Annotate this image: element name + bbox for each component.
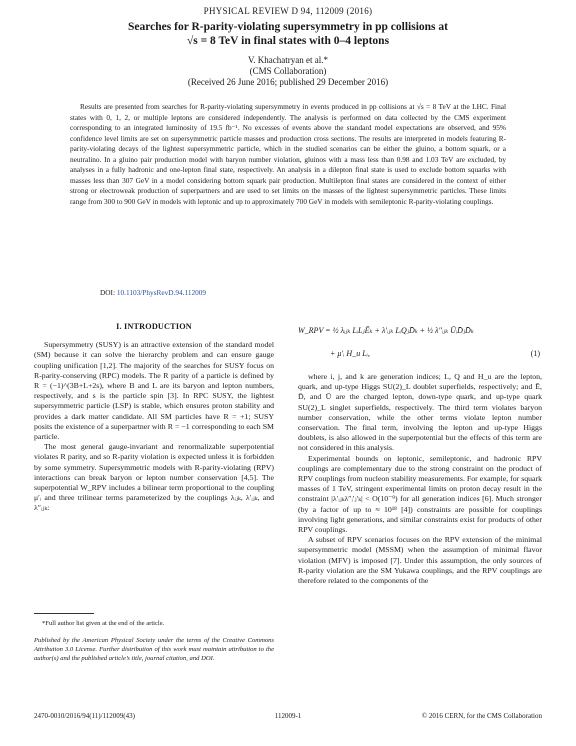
title-line-2: √s = 8 TeV in final states with 0–4 leptons (186, 35, 390, 47)
section-heading: I. INTRODUCTION (116, 322, 192, 331)
doi-link[interactable]: 10.1103/PhysRevD.94.112009 (116, 288, 207, 297)
abstract: Results are presented from searches for R-parity-violating supersymmetry in events produced in pp collisions at √s = 8 TeV at the LHC. Final states with 0, 1, 2, or multiple leptons are considered independently. The analysis is performed on data collected by the CMS experiment corresponding to an integrated luminosity of 19.5 fb⁻¹. No excesses of events above the standard model expectations are observed, and 95% confidence level limits are set on supersymmetric particle masses and production cross sections. The results are interpreted in models featuring R-parity-violating decays of the lightest supersymmetric particle, which in the studied scenarios can be either the gluino, a bottom squark, or a neutralino. In a gluino pair production model with baryon number violation, gluinos with a mass less than 0.98 and 1.03 TeV are excluded, by analyses in a fully hadronic and one-lepton final state, respectively. An analysis in a dilepton final state is used to exclude bottom squarks with masses less than 307 GeV in a model considering bottom squark pair production. Multilepton final states are considered in the context of either strong or electroweak production of superpartners and are used to set limits on the masses of the lightest supersymmetric particles. These limits range from 300 to 900 GeV in models with leptonic and up to approximately 700 GeV in models with semileptonic R-parity-violating couplings. (70, 102, 506, 206)
received-dates: (Received 26 June 2016; published 29 December 2016) (187, 77, 389, 87)
equation-line-1: W_RPV = ½ λᵢⱼₖ LᵢLⱼĒₖ + λ′ᵢⱼₖ LᵢQⱼD̄ₖ + ½ λ″ᵢⱼₖ ŪᵢD̄ⱼD̄ₖ (298, 326, 474, 335)
collaboration: (CMS Collaboration) (249, 66, 327, 76)
footer-page-number: 112009-1 (274, 712, 302, 720)
right-column (298, 322, 542, 586)
right-paragraph-3: A subset of RPV scenarios focuses on the RPV extension of the minimal supersymmetric model (MSSM) when the assumption of minimal flavor violation (MFV) is imposed [7]. Under this assumption, the only sources of R-parity violation are the SM Yukawa couplings, and the RPV couplings are therefore related to the components of the (298, 535, 542, 586)
left-column (34, 322, 274, 514)
author-block (0, 55, 576, 88)
article-title (60, 20, 516, 48)
equation-number: (1) (530, 349, 540, 358)
title-line-1: Searches for R-parity-violating supersymmetry in pp collisions at (128, 21, 448, 33)
right-paragraph-1: where i, j, and k are generation indices; L, Q and H_u are the lepton, quark, and up-type Higgs SU(2)_L doublet superfields, respectively; and Ē, D̄, and Ū are the charged lepton, down-type quark, and up-type quark SU(2)_L singlet superfields, respectively. The third term violates baryon number conservation, while the other terms violate lepton number conservation. The final term, involving the lepton and up-type Higgs doublets, is also allowed in the superpotential but the effects of this term are not considered in this analysis. (298, 372, 542, 453)
equation-1 (298, 322, 542, 366)
journal-header: PHYSICAL REVIEW D 94, 112009 (2016) (203, 6, 373, 16)
author-name: V. Khachatryan et al.* (247, 55, 329, 65)
footer-issn: 2470-0010/2016/94(11)/112009(43) (34, 712, 135, 720)
footer-copyright: © 2016 CERN, for the CMS Collaboration (421, 712, 542, 720)
right-paragraph-2: Experimental bounds on leptonic, semileptonic, and hadronic RPV couplings are complementary due to the strong constraint on the product of RPV couplings from nucleon stability measurements. For example, for squark masses of 1 TeV, stringent experimental limits on proton decay result in the constraint |λ′ᵢⱼₖλ″ᵢ′ⱼ′ₖ| < O(10⁻⁹) for all generation indices [6]. Much stronger (by a factor of up to ≈ 10¹⁸ [4]) constraints are possible for couplings involving light generations, and similar constraints exist for products of other RPV couplings. (298, 453, 542, 535)
intro-paragraph-1: Supersymmetry (SUSY) is an attractive extension of the standard model (SM) because it can solve the hierarchy problem and can ensure gauge coupling unification [1,2]. The majority of the searches for SUSY focus on R-parity-conserving (RPC) models. The R parity of a particle is defined by R = (−1)^(3B+L+2s), where B and L are its baryon and lepton numbers, respectively, and s is the particle spin [3]. In RPC SUSY, the lightest supersymmetric particle (LSP) is stable, which ensures proton stability and provides a dark matter candidate. All SM particles have R = +1; SUSY posits the existence of a superpartner with R = −1 corresponding to each SM particle. (34, 340, 274, 442)
doi-label: DOI: (100, 288, 115, 297)
equation-line-2: + μ′ᵢ H_u Lᵢ, (330, 349, 370, 358)
footnote-rule (34, 613, 94, 614)
intro-paragraph-2: The most general gauge-invariant and renormalizable superpotential violates R parity, and so R-parity violation is expected unless it is forbidden by some symmetry. Supersymmetric models with R-parity-violating (RPV) interactions can break baryon or lepton number conservation [4,5]. The superpotential W_RPV includes a bilinear term proportional to the coupling μ′ᵢ and three trilinear terms parameterized by the couplings λᵢⱼₖ, λ′ᵢⱼₖ, and λ″ᵢⱼₖ: (34, 442, 274, 513)
doi-line (100, 288, 206, 297)
footnote: *Full author list given at the end of the article. (42, 620, 165, 627)
license-notice: Published by the American Physical Society under the terms of the Creative Commons Attribution 3.0 License. Further distribution of this work must maintain attribution to the author(s) and the published article’s title, journal citation, and DOI. (34, 637, 274, 662)
